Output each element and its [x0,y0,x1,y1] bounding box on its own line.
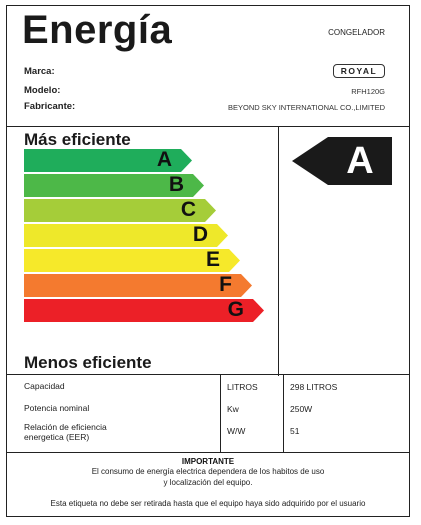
divider-spec-unit-value [283,374,284,452]
spec-value-eer: 51 [290,426,300,436]
appliance-category: CONGELADOR [328,28,385,37]
efficiency-bar-letter: A [156,148,172,171]
efficiency-bar-d [24,224,228,247]
maker-label: Fabricante: [24,101,76,112]
label-title: Energía [22,8,173,52]
efficiency-bar-letter: C [180,198,196,221]
spec-unit-power: Kw [227,404,239,414]
efficiency-bar-e [24,249,240,272]
notice-line-2: y localización del equipo. [163,478,253,487]
brand-logo: ROYAL [333,64,385,78]
efficiency-bar-letter: F [219,273,232,296]
efficiency-bar-letter: D [192,223,208,246]
rating-arrow [292,137,392,185]
spec-label-eer: Relación de eficiencia energetica (EER) [24,422,107,442]
efficiency-bar-b [24,174,204,197]
divider-header [6,126,410,127]
efficiency-bar-g [24,299,264,322]
notice-line-1: El consumo de energía electrica dependera de los habitos de uso [91,467,325,476]
divider-specs-notice [6,452,410,453]
divider-scale-specs [6,374,410,375]
maker-value: BEYOND SKY INTERNATIONAL CO.,LIMITED [228,103,385,112]
spec-value-capacity: 298 LITROS [290,382,338,392]
efficiency-bar-letter: G [227,298,244,321]
spec-unit-capacity: LITROS [227,382,258,392]
efficiency-bar-letter: E [205,248,220,271]
scale-top-label: Más eficiente [24,130,131,149]
efficiency-bar-letter: B [168,173,184,196]
spec-unit-eer: W/W [227,426,246,436]
notice-title: IMPORTANTE [181,457,235,466]
spec-value-power: 250W [290,404,313,414]
notice-line-3: Esta etiqueta no debe ser retirada hasta que el equipo haya sido adquirido por el usuario [50,499,366,508]
spec-label-power: Potencia nominal [24,403,90,413]
model-value: RFH120G [351,87,385,96]
spec-label-capacity: Capacidad [24,381,65,391]
efficiency-bar-f [24,274,252,297]
brand-label: Marca: [24,66,55,77]
efficiency-bar-c [24,199,216,222]
scale-bottom-label: Menos eficiente [24,353,152,372]
model-label: Modelo: [24,85,61,96]
rating-letter: A [346,140,374,182]
divider-scale-rating [278,126,279,376]
efficiency-bar-a [24,149,192,172]
divider-spec-label-unit [220,374,221,452]
